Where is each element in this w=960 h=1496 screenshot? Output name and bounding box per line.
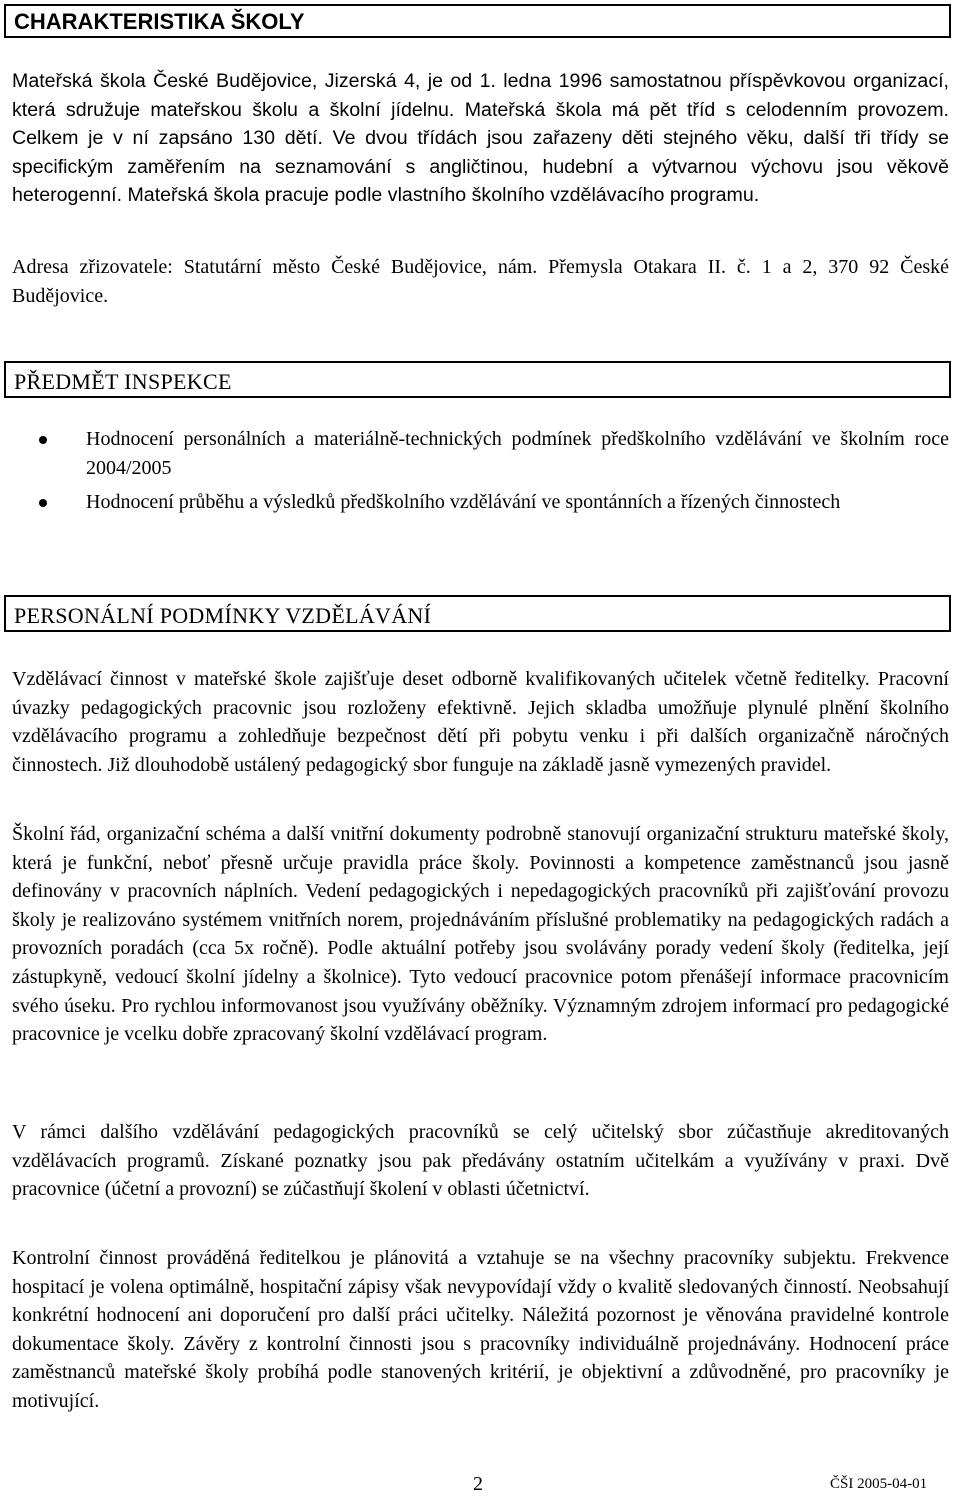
list-item bbox=[12, 488, 949, 517]
charakteristika-paragraph: Mateřská škola České Budějovice, Jizerská 4, je od 1. ledna 1996 samostatnou příspěvkovou organizací, která sdružuje mateřskou školu a školní jídelnu. Mateřská škola má pět tříd s celodenním provozem. Celkem je v ní zapsáno 130 dětí. Ve dvou třídách jsou zařazeny děti stejného věku, další tři třídy se specifickým zaměřením na seznamování s angličtinou, hudební a výtvarnou výchovu jsou věkově heterogenní. Mateřská škola pracuje podle vlastního školního vzdělávacího programu. bbox=[12, 70, 949, 206]
personal-paragraph-training: V rámci dalšího vzdělávání pedagogických pracovníků se celý učitelský sbor zúčastňuje akreditovaných vzdělávacích programů. Získané poznatky jsou pak předávány ostatním učitelkám a využívány v praxi. Dvě pracovnice (účetní a provozní) se zúčastňují školení v oblasti účetnictví. bbox=[12, 1121, 949, 1201]
list-item-text: Hodnocení personálních a materiálně-technických podmínek předškolního vzdělávání ve školním roce 2004/2005 bbox=[86, 428, 949, 479]
section-heading-personal: PERSONÁLNÍ PODMÍNKY VZDĚLÁVÁNÍ bbox=[4, 595, 951, 632]
document-code: ČŠI 2005-04-01 bbox=[830, 1476, 928, 1492]
section-heading-predmet: PŘEDMĚT INSPEKCE bbox=[4, 361, 951, 398]
bullet-icon bbox=[39, 499, 47, 507]
section-heading-charakteristika: CHARAKTERISTIKA ŠKOLY bbox=[4, 4, 951, 38]
personal-paragraph-organization: Školní řád, organizační schéma a další vnitřní dokumenty podrobně stanovují organizační strukturu mateřské školy, která je funkční, neboť přesně určuje pravidla práce školy. Povinnosti a kompetence zaměstnanců jsou jasně definovány v pracovních náplních. Vedení pedagogických i nepedagogických pracovníků při zajišťování provozu školy je realizováno systémem vnitřních norem, projednáváním příslušné problematiky na pedagogických radách a provozních poradách (cca 5x ročně). Podle aktuální potřeby jsou svolávány porady vedení školy (ředitelka, její zástupkyně, vedoucí školní jídelny a školnice). Tyto vedoucí pracovnice potom přenášejí informace pracovnicím svého úseku. Pro rychlou informovanost jsou využívány oběžníky. Významným zdrojem informací pro pedagogické pracovnice je vcelku dobře zpracovaný školní vzdělávací program. bbox=[12, 823, 949, 1046]
list-item-text: Hodnocení průběhu a výsledků předškolního vzdělávání ve spontánních a řízených činnostech bbox=[86, 491, 841, 513]
bullet-icon bbox=[39, 436, 47, 444]
page-number: 2 bbox=[473, 1473, 483, 1495]
list-item bbox=[12, 425, 949, 482]
inspection-subject-list bbox=[12, 425, 949, 523]
personal-paragraph-staff: Vzdělávací činnost v mateřské škole zajišťuje deset odborně kvalifikovaných učitelek včetně ředitelky. Pracovní úvazky pedagogických pracovnic jsou rozloženy efektivně. Jejich skladba umožňuje plynulé plnění školního vzdělávacího programu a zohledňuje bezpečnost dětí při pobytu venku i při dalších organizačně náročných činnostech. Již dlouhodobě ustálený pedagogický sbor funguje na základě jasně vymezených pravidel. bbox=[12, 668, 949, 776]
address-paragraph: Adresa zřizovatele: Statutární město České Budějovice, nám. Přemysla Otakara II. č. 1 a 2, 370 92 České Budějovice. bbox=[12, 256, 949, 307]
personal-paragraph-control: Kontrolní činnost prováděná ředitelkou je plánovitá a vztahuje se na všechny pracovníky subjektu. Frekvence hospitací je volena optimálně, hospitační zápisy však nevypovídají vždy o kvalitě sledovaných činností. Neobsahují konkrétní hodnocení ani doporučení pro další práci učitelky. Náležitá pozornost je věnována pravidelné kontrole dokumentace školy. Závěry z kontrolní činnosti jsou s pracovníky individuálně projednávány. Hodnocení práce zaměstnanců mateřské školy probíhá podle stanovených kritérií, je objektivní a zdůvodněné, pro pracovníky je motivující. bbox=[12, 1247, 949, 1412]
